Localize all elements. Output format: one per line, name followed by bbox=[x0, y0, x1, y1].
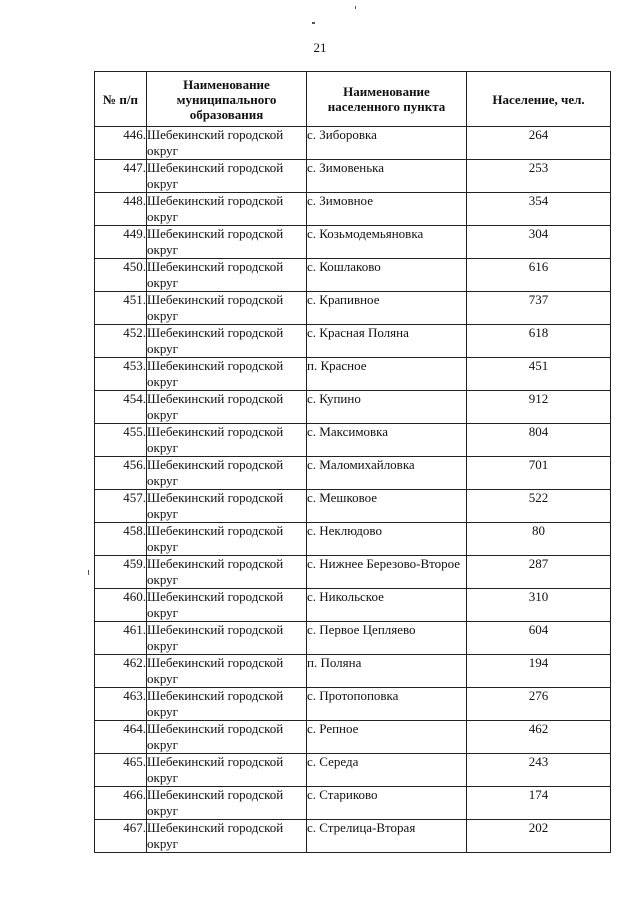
row-number: 464. bbox=[95, 721, 147, 754]
row-number: 447. bbox=[95, 160, 147, 193]
population-value: 276 bbox=[467, 688, 611, 721]
municipality-name: Шебекинский городской округ bbox=[147, 160, 307, 193]
population-value: 618 bbox=[467, 325, 611, 358]
page-number: 21 bbox=[313, 40, 327, 55]
row-number: 460. bbox=[95, 589, 147, 622]
settlement-name: с. Никольское bbox=[307, 589, 467, 622]
table-row bbox=[95, 754, 611, 787]
header-population: Население, чел. bbox=[467, 72, 611, 127]
table-row bbox=[95, 259, 611, 292]
row-number: 452. bbox=[95, 325, 147, 358]
table-row bbox=[95, 490, 611, 523]
municipality-name: Шебекинский городской округ bbox=[147, 226, 307, 259]
table-row bbox=[95, 391, 611, 424]
municipality-name: Шебекинский городской округ bbox=[147, 523, 307, 556]
population-value: 604 bbox=[467, 622, 611, 655]
row-number: 458. bbox=[95, 523, 147, 556]
settlement-name: с. Стрелица-Вторая bbox=[307, 820, 467, 853]
row-number: 457. bbox=[95, 490, 147, 523]
header-municipality: Наименование муниципального образования bbox=[147, 72, 307, 127]
population-value: 701 bbox=[467, 457, 611, 490]
population-value: 451 bbox=[467, 358, 611, 391]
settlement-name: с. Протопоповка bbox=[307, 688, 467, 721]
row-number: 462. bbox=[95, 655, 147, 688]
row-number: 465. bbox=[95, 754, 147, 787]
population-value: 804 bbox=[467, 424, 611, 457]
population-value: 174 bbox=[467, 787, 611, 820]
table-row bbox=[95, 193, 611, 226]
settlement-name: с. Мешковое bbox=[307, 490, 467, 523]
population-value: 202 bbox=[467, 820, 611, 853]
row-number: 467. bbox=[95, 820, 147, 853]
municipality-name: Шебекинский городской округ bbox=[147, 292, 307, 325]
table-row bbox=[95, 160, 611, 193]
settlement-name: с. Первое Цепляево bbox=[307, 622, 467, 655]
table-row bbox=[95, 622, 611, 655]
municipality-name: Шебекинский городской округ bbox=[147, 325, 307, 358]
settlement-name: с. Репное bbox=[307, 721, 467, 754]
table-row bbox=[95, 226, 611, 259]
population-table bbox=[94, 71, 611, 853]
settlement-name: с. Неклюдово bbox=[307, 523, 467, 556]
population-value: 80 bbox=[467, 523, 611, 556]
municipality-name: Шебекинский городской округ bbox=[147, 589, 307, 622]
table-row bbox=[95, 424, 611, 457]
row-number: 461. bbox=[95, 622, 147, 655]
municipality-name: Шебекинский городской округ bbox=[147, 193, 307, 226]
row-number: 451. bbox=[95, 292, 147, 325]
settlement-name: с. Маломихайловка bbox=[307, 457, 467, 490]
row-number: 455. bbox=[95, 424, 147, 457]
row-number: 459. bbox=[95, 556, 147, 589]
municipality-name: Шебекинский городской округ bbox=[147, 721, 307, 754]
table-row bbox=[95, 589, 611, 622]
municipality-name: Шебекинский городской округ bbox=[147, 754, 307, 787]
municipality-name: Шебекинский городской округ bbox=[147, 556, 307, 589]
header-settlement: Наименование населенного пункта bbox=[307, 72, 467, 127]
population-value: 462 bbox=[467, 721, 611, 754]
settlement-name: с. Зимовенька bbox=[307, 160, 467, 193]
table-row bbox=[95, 523, 611, 556]
population-value: 737 bbox=[467, 292, 611, 325]
table-header-row bbox=[95, 72, 611, 127]
population-value: 264 bbox=[467, 127, 611, 160]
table-row bbox=[95, 292, 611, 325]
municipality-name: Шебекинский городской округ bbox=[147, 259, 307, 292]
table-row bbox=[95, 655, 611, 688]
municipality-name: Шебекинский городской округ bbox=[147, 688, 307, 721]
population-value: 287 bbox=[467, 556, 611, 589]
municipality-name: Шебекинский городской округ bbox=[147, 820, 307, 853]
settlement-name: с. Стариково bbox=[307, 787, 467, 820]
table-row bbox=[95, 457, 611, 490]
settlement-name: с. Середа bbox=[307, 754, 467, 787]
population-value: 616 bbox=[467, 259, 611, 292]
row-number: 450. bbox=[95, 259, 147, 292]
municipality-name: Шебекинский городской округ bbox=[147, 358, 307, 391]
population-value: 304 bbox=[467, 226, 611, 259]
header-num: № п/п bbox=[95, 72, 147, 127]
population-value: 243 bbox=[467, 754, 611, 787]
population-value: 310 bbox=[467, 589, 611, 622]
settlement-name: с. Зиборовка bbox=[307, 127, 467, 160]
settlement-name: п. Поляна bbox=[307, 655, 467, 688]
municipality-name: Шебекинский городской округ bbox=[147, 622, 307, 655]
settlement-name: с. Максимовка bbox=[307, 424, 467, 457]
table-row bbox=[95, 688, 611, 721]
population-value: 522 bbox=[467, 490, 611, 523]
settlement-name: п. Красное bbox=[307, 358, 467, 391]
municipality-name: Шебекинский городской округ bbox=[147, 787, 307, 820]
table-row bbox=[95, 358, 611, 391]
municipality-name: Шебекинский городской округ bbox=[147, 655, 307, 688]
settlement-name: с. Козьмодемьяновка bbox=[307, 226, 467, 259]
settlement-name: с. Красная Поляна bbox=[307, 325, 467, 358]
settlement-name: с. Нижнее Березово-Второе bbox=[307, 556, 467, 589]
table-row bbox=[95, 787, 611, 820]
municipality-name: Шебекинский городской округ bbox=[147, 127, 307, 160]
row-number: 466. bbox=[95, 787, 147, 820]
row-number: 448. bbox=[95, 193, 147, 226]
municipality-name: Шебекинский городской округ bbox=[147, 424, 307, 457]
settlement-name: с. Купино bbox=[307, 391, 467, 424]
population-value: 912 bbox=[467, 391, 611, 424]
scan-speck bbox=[355, 6, 356, 9]
row-number: 454. bbox=[95, 391, 147, 424]
table-row bbox=[95, 556, 611, 589]
population-value: 354 bbox=[467, 193, 611, 226]
settlement-name: с. Зимовное bbox=[307, 193, 467, 226]
row-number: 463. bbox=[95, 688, 147, 721]
table-row bbox=[95, 127, 611, 160]
table-row bbox=[95, 721, 611, 754]
municipality-name: Шебекинский городской округ bbox=[147, 490, 307, 523]
row-number: 453. bbox=[95, 358, 147, 391]
table-row bbox=[95, 325, 611, 358]
scan-speck bbox=[312, 22, 315, 24]
row-number: 456. bbox=[95, 457, 147, 490]
row-number: 446. bbox=[95, 127, 147, 160]
row-number: 449. bbox=[95, 226, 147, 259]
population-value: 253 bbox=[467, 160, 611, 193]
scan-speck bbox=[88, 570, 89, 575]
settlement-name: с. Кошлаково bbox=[307, 259, 467, 292]
table-row bbox=[95, 820, 611, 853]
municipality-name: Шебекинский городской округ bbox=[147, 457, 307, 490]
settlement-name: с. Крапивное bbox=[307, 292, 467, 325]
municipality-name: Шебекинский городской округ bbox=[147, 391, 307, 424]
population-value: 194 bbox=[467, 655, 611, 688]
